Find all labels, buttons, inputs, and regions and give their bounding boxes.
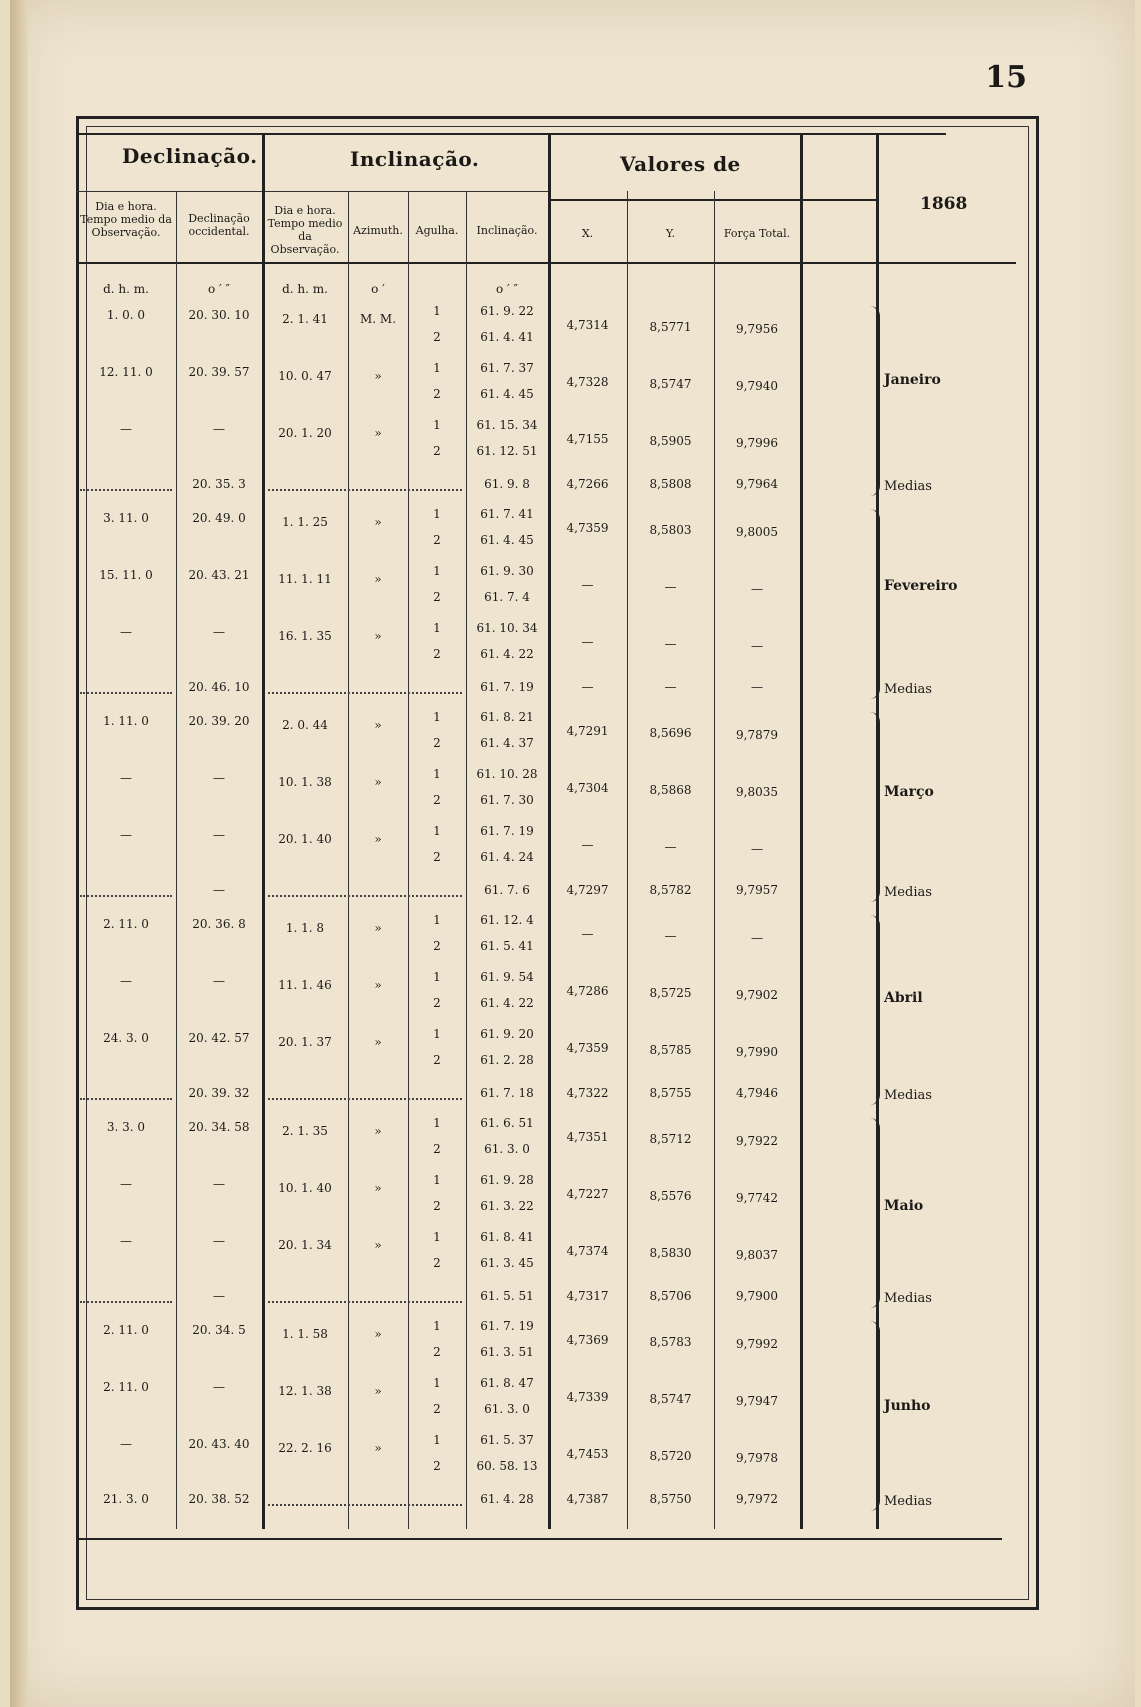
y-value: 8,5725 (649, 986, 692, 1000)
media-x: 4,7266 (566, 477, 609, 491)
agulha-1: 1 (433, 1173, 441, 1187)
x-value: 4,7453 (566, 1447, 609, 1461)
agulha-1: 1 (433, 970, 441, 984)
inclinacao-2: 61. 7. 4 (484, 590, 530, 604)
media-y: 8,5755 (649, 1086, 692, 1100)
agulha-1: 1 (433, 621, 441, 635)
x-value: 4,7286 (566, 984, 609, 998)
month-brace (870, 509, 880, 699)
inclinacao-2: 61. 3. 0 (484, 1142, 530, 1156)
inclinacao-2: 61. 3. 51 (480, 1345, 534, 1359)
agulha-2: 2 (433, 939, 441, 953)
column-divider (548, 133, 551, 1529)
col-agulha: Agulha. (415, 224, 459, 237)
media-x: 4,7322 (566, 1086, 609, 1100)
inclinacao-1: 61. 8. 47 (480, 1376, 534, 1390)
inclinacao-1: 61. 8. 41 (480, 1230, 534, 1244)
y-value: 8,5771 (649, 320, 692, 334)
inclinacao-2: 61. 2. 28 (480, 1053, 534, 1067)
dia-hora-1: 24. 3. 0 (103, 1031, 149, 1045)
agulha-1: 1 (433, 1319, 441, 1333)
agulha-1: 1 (433, 1116, 441, 1130)
agulha-2: 2 (433, 1256, 441, 1270)
agulha-2: 2 (433, 1142, 441, 1156)
header-bottom-line (76, 262, 1016, 264)
agulha-2: 2 (433, 533, 441, 547)
x-value: 4,7369 (566, 1333, 609, 1347)
agulha-2: 2 (433, 1053, 441, 1067)
x-value: — (581, 635, 594, 649)
x-value: 4,7328 (566, 375, 609, 389)
month-brace (870, 1321, 880, 1511)
col-azimuth: Azimuth. (353, 224, 403, 237)
forca-value: — (751, 931, 763, 945)
media-leader (268, 895, 462, 897)
media-forca: 9,7900 (736, 1289, 778, 1303)
x-value: 4,7291 (566, 724, 609, 738)
agulha-1: 1 (433, 361, 441, 375)
table-inner-frame (86, 126, 1029, 1600)
azimuth-value: » (374, 718, 382, 732)
dia-hora-1: — (120, 1234, 132, 1248)
y-value: 8,5747 (649, 377, 692, 391)
inclinacao-1: 61. 9. 28 (480, 1173, 534, 1187)
azimuth-value: » (374, 775, 382, 789)
dia-hora-1: 3. 11. 0 (103, 511, 149, 525)
media-leader (268, 1301, 462, 1303)
azimuth-value: » (374, 1238, 382, 1252)
azimuth-value: » (374, 978, 382, 992)
media-leader (80, 1098, 172, 1100)
forca-value: 9,7742 (736, 1191, 778, 1205)
medias-label: Medias (884, 1494, 932, 1509)
medias-label: Medias (884, 479, 932, 494)
y-value: — (664, 929, 677, 943)
media-declinacao: 20. 39. 32 (188, 1086, 250, 1100)
media-declinacao: 20. 38. 52 (188, 1492, 250, 1506)
media-leader (268, 1504, 462, 1506)
media-leader (80, 489, 172, 491)
x-value: — (581, 578, 594, 592)
agulha-1: 1 (433, 1230, 441, 1244)
forca-value: 9,7990 (736, 1045, 778, 1059)
forca-value: 9,8037 (736, 1248, 778, 1262)
azimuth-value: » (374, 1327, 382, 1341)
media-declinacao: 20. 35. 3 (192, 477, 246, 491)
dia-hora-1: — (120, 1437, 132, 1451)
header-top-line (76, 133, 946, 135)
month-brace (870, 915, 880, 1105)
y-value: — (664, 840, 677, 854)
month-brace (870, 712, 880, 902)
declinacao-value: — (213, 422, 225, 436)
declinacao-value: — (213, 1380, 225, 1394)
inclinacao-2: 61. 5. 41 (480, 939, 534, 953)
year-label: 1868 (920, 194, 968, 214)
dia-hora-2: 12. 1. 38 (278, 1384, 332, 1398)
month-label: Junho (884, 1398, 931, 1414)
unit-az: o ′ (371, 282, 385, 296)
dia-hora-2: 22. 2. 16 (278, 1441, 332, 1455)
media-declinacao: — (213, 1289, 225, 1303)
inclinacao-2: 61. 3. 22 (480, 1199, 534, 1213)
media-leader (268, 1098, 462, 1100)
declinacao-value: — (213, 1234, 225, 1248)
declinacao-value: 20. 39. 20 (188, 714, 250, 728)
declinacao-value: 20. 43. 40 (188, 1437, 250, 1451)
month-label: Janeiro (884, 372, 941, 388)
inclinacao-2: 60. 58. 13 (476, 1459, 538, 1473)
y-value: 8,5783 (649, 1335, 692, 1349)
azimuth-value: » (374, 572, 382, 586)
azimuth-value: » (374, 369, 382, 383)
azimuth-value: » (374, 515, 382, 529)
x-value: 4,7359 (566, 521, 609, 535)
media-leader (268, 692, 462, 694)
x-value: 4,7314 (566, 318, 609, 332)
dia-hora-1: — (120, 422, 132, 436)
dia-hora-2: 1. 1. 58 (282, 1327, 328, 1341)
month-label: Março (884, 784, 934, 800)
inclinacao-2: 61. 4. 22 (480, 996, 534, 1010)
unit-dhm-2: d. h. m. (282, 282, 328, 296)
declinacao-value: 20. 30. 10 (188, 308, 250, 322)
medias-label: Medias (884, 1088, 932, 1103)
agulha-1: 1 (433, 1376, 441, 1390)
media-y: — (664, 680, 677, 694)
values-divider (800, 133, 803, 1529)
azimuth-value: » (374, 1384, 382, 1398)
media-y: 8,5782 (649, 883, 692, 897)
declinacao-header: Declinação. (122, 144, 258, 168)
forca-value: 9,8035 (736, 785, 778, 799)
month-brace (870, 1118, 880, 1308)
media-leader (80, 692, 172, 694)
media-x: — (581, 680, 594, 694)
agulha-2: 2 (433, 1345, 441, 1359)
declinacao-value: 20. 36. 8 (192, 917, 246, 931)
dia-hora-1: — (120, 771, 132, 785)
x-value: 4,7227 (566, 1187, 609, 1201)
section-header-line-1 (76, 191, 262, 192)
inclinacao-1: 61. 6. 51 (480, 1116, 534, 1130)
forca-value: — (751, 842, 763, 856)
y-value: 8,5720 (649, 1449, 692, 1463)
agulha-2: 2 (433, 1402, 441, 1416)
media-dia-hora: 21. 3. 0 (103, 1492, 149, 1506)
x-value: 4,7374 (566, 1244, 609, 1258)
azimuth-value: » (374, 921, 382, 935)
dia-hora-1: 1. 0. 0 (106, 308, 146, 322)
dia-hora-1: 15. 11. 0 (99, 568, 153, 582)
agulha-2: 2 (433, 996, 441, 1010)
section-header-line-2 (262, 191, 548, 192)
media-inclinacao: 61. 7. 19 (480, 680, 534, 694)
section-header-line-3 (548, 199, 878, 201)
month-label: Maio (884, 1198, 924, 1214)
inclinacao-2: 61. 4. 22 (480, 647, 534, 661)
page-number: 15 (985, 60, 1027, 95)
agulha-2: 2 (433, 1199, 441, 1213)
medias-label: Medias (884, 682, 932, 697)
inclinacao-1: 61. 7. 41 (480, 507, 534, 521)
media-leader (268, 489, 462, 491)
col-x: X. (581, 227, 594, 240)
month-brace (870, 306, 880, 496)
forca-value: 9,7996 (736, 436, 778, 450)
dia-hora-2: 1. 1. 25 (282, 515, 328, 529)
dia-hora-2: 2. 1. 35 (282, 1124, 328, 1138)
y-value: 8,5830 (649, 1246, 692, 1260)
media-forca: — (751, 680, 763, 694)
azimuth-value: M. M. (359, 312, 397, 326)
month-label: Abril (884, 990, 923, 1006)
azimuth-value: » (374, 832, 382, 846)
agulha-1: 1 (433, 824, 441, 838)
agulha-2: 2 (433, 850, 441, 864)
dia-hora-2: 10. 1. 38 (278, 775, 332, 789)
unit-deg-2: o ′ ″ (495, 282, 519, 296)
y-value: — (664, 637, 677, 651)
media-leader (80, 1301, 172, 1303)
dia-hora-2: 11. 1. 46 (278, 978, 332, 992)
azimuth-value: » (374, 1441, 382, 1455)
forca-value: 9,8005 (736, 525, 778, 539)
dia-hora-1: — (120, 828, 132, 842)
media-inclinacao: 61. 4. 28 (480, 1492, 534, 1506)
declinacao-value: — (213, 1177, 225, 1191)
declinacao-value: 20. 34. 5 (192, 1323, 246, 1337)
x-value: 4,7155 (566, 432, 609, 446)
column-divider (408, 191, 409, 1529)
agulha-2: 2 (433, 387, 441, 401)
col-forca: Força Total. (723, 227, 791, 240)
declinacao-value: — (213, 771, 225, 785)
dia-hora-2: 16. 1. 35 (278, 629, 332, 643)
table-bottom-line (76, 1538, 1002, 1540)
media-y: 8,5750 (649, 1492, 692, 1506)
dia-hora-1: — (120, 625, 132, 639)
azimuth-value: » (374, 1181, 382, 1195)
forca-value: — (751, 582, 763, 596)
x-value: — (581, 927, 594, 941)
forca-value: 9,7992 (736, 1337, 778, 1351)
y-value: 8,5576 (649, 1189, 692, 1203)
inclinacao-1: 61. 9. 54 (480, 970, 534, 984)
forca-value: 9,7922 (736, 1134, 778, 1148)
media-leader (80, 895, 172, 897)
inclinacao-2: 61. 12. 51 (476, 444, 538, 458)
inclinacao-2: 61. 4. 45 (480, 387, 534, 401)
x-value: — (581, 838, 594, 852)
media-forca: 9,7972 (736, 1492, 778, 1506)
agulha-1: 1 (433, 767, 441, 781)
y-value: 8,5868 (649, 783, 692, 797)
agulha-1: 1 (433, 913, 441, 927)
dia-hora-1: — (120, 1177, 132, 1191)
agulha-1: 1 (433, 710, 441, 724)
agulha-1: 1 (433, 304, 441, 318)
declinacao-value: — (213, 974, 225, 988)
inclinacao-1: 61. 9. 30 (480, 564, 534, 578)
inclinacao-2: 61. 4. 37 (480, 736, 534, 750)
agulha-2: 2 (433, 330, 441, 344)
media-y: 8,5706 (649, 1289, 692, 1303)
declinacao-value: — (213, 828, 225, 842)
col-inclinacao: Inclinação. (476, 224, 538, 237)
column-divider (627, 191, 628, 1529)
y-value: 8,5905 (649, 434, 692, 448)
declinacao-value: 20. 34. 58 (188, 1120, 250, 1134)
dia-hora-2: 20. 1. 40 (278, 832, 332, 846)
agulha-1: 1 (433, 564, 441, 578)
dia-hora-1: — (120, 974, 132, 988)
dia-hora-1: 3. 3. 0 (106, 1120, 146, 1134)
inclinacao-1: 61. 9. 22 (480, 304, 534, 318)
media-inclinacao: 61. 5. 51 (480, 1289, 534, 1303)
media-forca: 4,7946 (736, 1086, 778, 1100)
binding-shadow (10, 0, 28, 1707)
x-value: 4,7359 (566, 1041, 609, 1055)
forca-value: 9,7940 (736, 379, 778, 393)
col-y: Y. (665, 227, 676, 240)
page (10, 0, 1135, 1707)
forca-value: 9,7978 (736, 1451, 778, 1465)
media-x: 4,7387 (566, 1492, 609, 1506)
medias-label: Medias (884, 885, 932, 900)
inclinacao-1: 61. 12. 4 (480, 913, 534, 927)
agulha-1: 1 (433, 418, 441, 432)
dia-hora-1: 2. 11. 0 (103, 917, 149, 931)
media-inclinacao: 61. 9. 8 (484, 477, 530, 491)
inclinacao-1: 61. 8. 21 (480, 710, 534, 724)
azimuth-value: » (374, 1035, 382, 1049)
inclinacao-1: 61. 5. 37 (480, 1433, 534, 1447)
col-dia-hora-1: Dia e hora. Tempo medio da Observação. (80, 200, 172, 239)
azimuth-value: » (374, 1124, 382, 1138)
dia-hora-2: 1. 1. 8 (285, 921, 325, 935)
x-value: 4,7304 (566, 781, 609, 795)
y-value: 8,5785 (649, 1043, 692, 1057)
media-forca: 9,7957 (736, 883, 778, 897)
unit-deg-1: o ′ ″ (207, 282, 231, 296)
dia-hora-2: 20. 1. 37 (278, 1035, 332, 1049)
media-inclinacao: 61. 7. 18 (480, 1086, 534, 1100)
y-value: — (664, 580, 677, 594)
inclinacao-1: 61. 7. 19 (480, 1319, 534, 1333)
declinacao-value: — (213, 625, 225, 639)
month-label: Fevereiro (884, 578, 958, 594)
forca-value: 9,7956 (736, 322, 778, 336)
agulha-2: 2 (433, 736, 441, 750)
inclinacao-2: 61. 4. 24 (480, 850, 534, 864)
azimuth-value: » (374, 629, 382, 643)
medias-label: Medias (884, 1291, 932, 1306)
inclinacao-1: 61. 7. 19 (480, 824, 534, 838)
y-value: 8,5747 (649, 1392, 692, 1406)
media-x: 4,7317 (566, 1289, 609, 1303)
media-declinacao: 20. 46. 10 (188, 680, 250, 694)
y-value: 8,5712 (649, 1132, 692, 1146)
valores-header: Valores de (620, 152, 741, 176)
inclinacao-2: 61. 3. 45 (480, 1256, 534, 1270)
inclinacao-1: 61. 7. 37 (480, 361, 534, 375)
y-value: 8,5803 (649, 523, 692, 537)
agulha-2: 2 (433, 793, 441, 807)
declinacao-value: 20. 39. 57 (188, 365, 250, 379)
dia-hora-1: 2. 11. 0 (103, 1323, 149, 1337)
dia-hora-1: 12. 11. 0 (99, 365, 153, 379)
agulha-2: 2 (433, 590, 441, 604)
dia-hora-2: 2. 1. 41 (282, 312, 328, 326)
agulha-1: 1 (433, 507, 441, 521)
dia-hora-2: 20. 1. 34 (278, 1238, 332, 1252)
dia-hora-2: 10. 1. 40 (278, 1181, 332, 1195)
agulha-2: 2 (433, 647, 441, 661)
inclinacao-1: 61. 9. 20 (480, 1027, 534, 1041)
inclinacao-2: 61. 4. 41 (480, 330, 534, 344)
inclinacao-header: Inclinação. (350, 147, 480, 171)
azimuth-value: » (374, 426, 382, 440)
agulha-2: 2 (433, 1459, 441, 1473)
agulha-2: 2 (433, 444, 441, 458)
dia-hora-2: 11. 1. 11 (278, 572, 332, 586)
media-forca: 9,7964 (736, 477, 778, 491)
unit-dhm-1: d. h. m. (103, 282, 149, 296)
inclinacao-2: 61. 4. 45 (480, 533, 534, 547)
declinacao-value: 20. 43. 21 (188, 568, 250, 582)
inclinacao-2: 61. 3. 0 (484, 1402, 530, 1416)
x-value: 4,7339 (566, 1390, 609, 1404)
inclinacao-1: 61. 15. 34 (476, 418, 538, 432)
y-value: 8,5696 (649, 726, 692, 740)
dia-hora-2: 10. 0. 47 (278, 369, 332, 383)
forca-value: 9,7879 (736, 728, 778, 742)
dia-hora-1: 1. 11. 0 (103, 714, 149, 728)
dia-hora-2: 20. 1. 20 (278, 426, 332, 440)
forca-value: 9,7947 (736, 1394, 778, 1408)
column-divider (262, 133, 265, 1529)
forca-value: — (751, 639, 763, 653)
declinacao-value: 20. 49. 0 (192, 511, 246, 525)
col-dia-hora-2: Dia e hora. Tempo medio da Observação. (267, 204, 343, 256)
forca-value: 9,7902 (736, 988, 778, 1002)
inclinacao-1: 61. 10. 28 (476, 767, 538, 781)
dia-hora-1: 2. 11. 0 (103, 1380, 149, 1394)
declinacao-value: 20. 42. 57 (188, 1031, 250, 1045)
media-declinacao: — (213, 883, 225, 897)
agulha-1: 1 (433, 1027, 441, 1041)
inclinacao-2: 61. 7. 30 (480, 793, 534, 807)
media-inclinacao: 61. 7. 6 (484, 883, 530, 897)
x-value: 4,7351 (566, 1130, 609, 1144)
agulha-1: 1 (433, 1433, 441, 1447)
col-declinacao: Declinação occidental. (188, 212, 250, 238)
media-x: 4,7297 (566, 883, 609, 897)
inclinacao-1: 61. 10. 34 (476, 621, 538, 635)
media-y: 8,5808 (649, 477, 692, 491)
dia-hora-2: 2. 0. 44 (282, 718, 328, 732)
